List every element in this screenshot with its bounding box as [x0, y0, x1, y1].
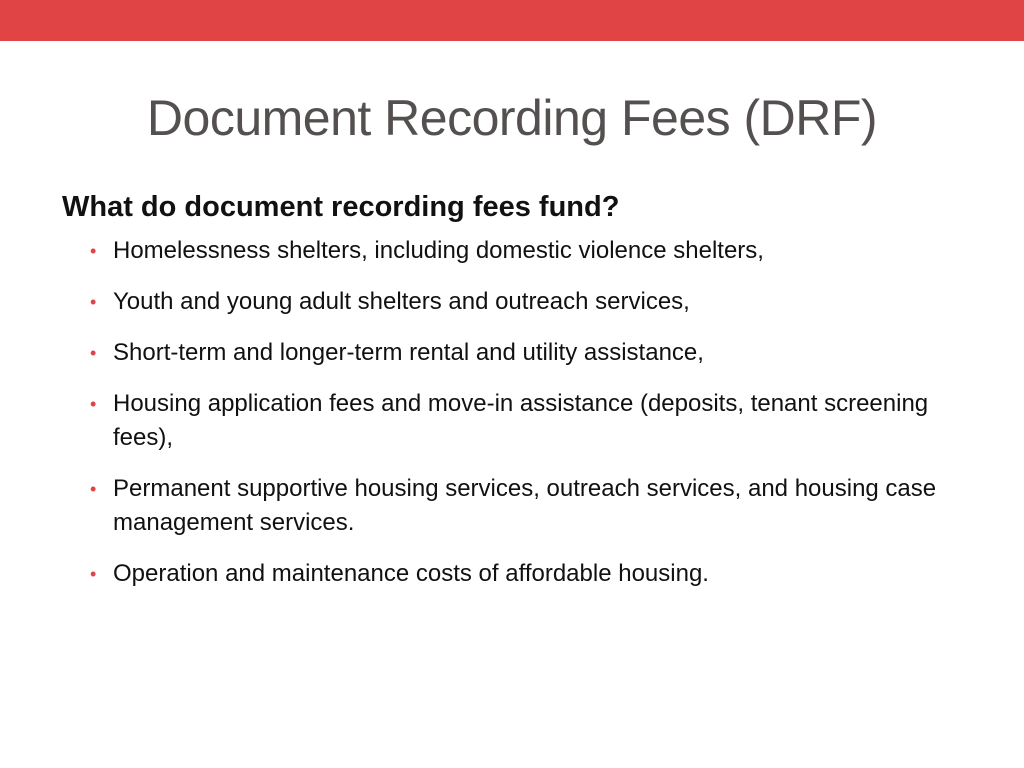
bullet-text: Housing application fees and move-in assistance (deposits, tenant screening fees), — [113, 390, 929, 451]
bullet-icon: • — [90, 241, 97, 261]
bullet-text: Youth and young adult shelters and outreach services, — [113, 288, 690, 315]
bullet-icon: • — [90, 394, 97, 414]
list-item — [88, 285, 968, 319]
bullet-list — [88, 234, 968, 608]
list-item — [88, 557, 968, 591]
accent-top-bar — [0, 0, 1024, 41]
list-item — [88, 234, 968, 268]
bullet-text: Permanent supportive housing services, outreach services, and housing case management services. — [113, 475, 937, 536]
bullet-icon: • — [90, 564, 97, 584]
bullet-icon: • — [90, 292, 97, 312]
bullet-text: Homelessness shelters, including domestic violence shelters, — [113, 237, 764, 264]
bullet-icon: • — [90, 343, 97, 363]
list-item — [88, 472, 968, 540]
bullet-text: Operation and maintenance costs of affordable housing. — [113, 560, 709, 587]
slide-subtitle: What do document recording fees fund? — [62, 191, 620, 223]
bullet-icon: • — [90, 479, 97, 499]
bullet-text: Short-term and longer-term rental and utility assistance, — [113, 339, 704, 366]
slide-title: Document Recording Fees (DRF) — [146, 90, 878, 146]
list-item — [88, 387, 968, 455]
list-item — [88, 336, 968, 370]
